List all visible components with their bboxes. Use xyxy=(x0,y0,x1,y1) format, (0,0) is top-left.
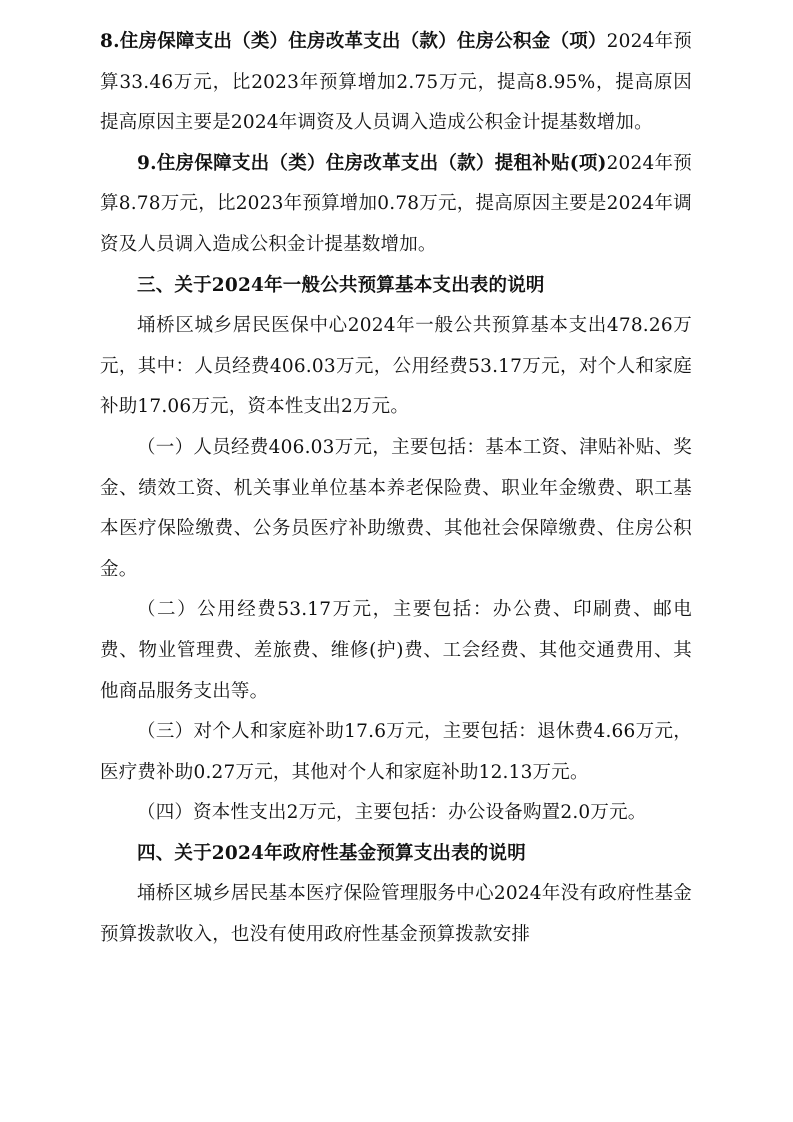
section-3-personnel: （一）人员经费406.03万元，主要包括：基本工资、津贴补贴、奖金、绩效工资、机关事业单位基本养老保险费、职业年金缴费、职工基本医疗保险缴费、公务员医疗补助缴费、其他社会保障缴费、住房公积金。 xyxy=(100,436,692,580)
item-9-title: 9.住房保障支出（类）住房改革支出（款）提租补贴(项) xyxy=(137,152,607,174)
section-3-capital: （四）资本性支出2万元，主要包括：办公设备购置2.0万元。 xyxy=(137,802,647,824)
section-4-intro: 埇桥区城乡居民基本医疗保险管理服务中心2024年没有政府性基金预算拨款收入，也没有使用政府性基金预算拨款安排 xyxy=(100,883,692,946)
section-4-heading: 四、关于2024年政府性基金预算支出表的说明 xyxy=(137,842,526,864)
section-3-intro: 埇桥区城乡居民医保中心2024年一般公共预算基本支出478.26万元，其中：人员经费406.03万元，公用经费53.17万元，对个人和家庭补助17.06万元，资本性支出2万元。 xyxy=(100,315,692,418)
section-3-subsidy: （三）对个人和家庭补助17.6万元，主要包括：退休费4.66万元，医疗费补助0.27万元，其他对个人和家庭补助12.13万元。 xyxy=(100,721,692,783)
item-9-paragraph xyxy=(100,144,692,266)
section-3-heading: 三、关于2024年一般公共预算基本支出表的说明 xyxy=(137,274,545,296)
item-9-text: 2024年预算8.78万元，比2023年预算增加0.78万元，提高原因主要是2024年调资及人员调入造成公积金计提基数增加。 xyxy=(100,152,692,255)
item-8-text: 2024年预算33.46万元，比2023年预算增加2.75万元，提高8.95%，提高原因提高原因主要是2024年调资及人员调入造成公积金计提基数增加。 xyxy=(100,31,693,134)
item-8-title: 8.住房保障支出（类）住房改革支出（款）住房公积金（项） xyxy=(100,31,607,52)
item-8-paragraph xyxy=(100,22,692,144)
section-3-public: （二）公用经费53.17万元，主要包括：办公费、印刷费、邮电费、物业管理费、差旅费、维修(护)费、工会经费、其他交通费用、其他商品服务支出等。 xyxy=(100,599,692,702)
document-page xyxy=(100,22,692,956)
